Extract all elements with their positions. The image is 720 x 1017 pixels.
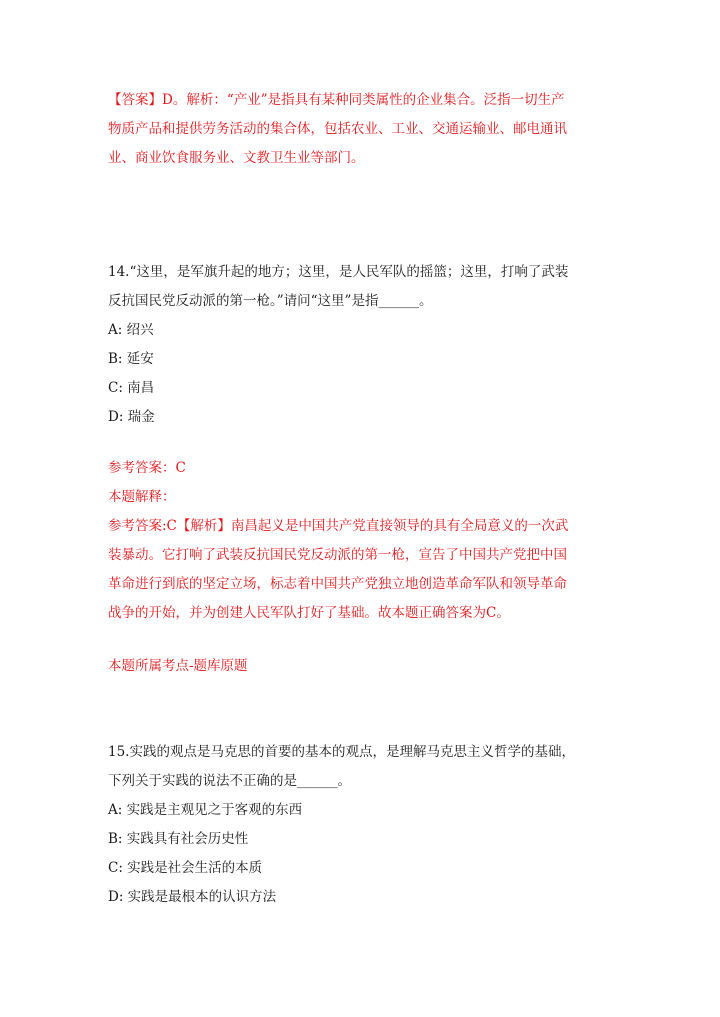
question-15 (108, 738, 618, 912)
explanation-line: 参考答案:C【解析】南昌起义是中国共产党直接领导的具有全局意义的一次武 (108, 518, 569, 534)
option-b: B: 实践具有社会历史性 (108, 831, 249, 847)
reference-answer: 参考答案：C (108, 460, 186, 476)
explanation-line: 业、商业饮食服务业、文教卫生业等部门。 (108, 150, 365, 166)
option-c: C: 南昌 (108, 380, 155, 396)
question-stem-line: 反抗国民党反动派的第一枪。”请问“这里”是指______。 (108, 293, 433, 309)
option-b: B: 延安 (108, 351, 154, 367)
explanation-line: 物质产品和提供劳务活动的集合体，包括农业、工业、交通运输业、邮电通讯 (108, 121, 567, 137)
question-14-point (108, 652, 618, 681)
explanation-line: 战争的开始，并为创建人民军队打好了基础。故本题正确答案为C。 (108, 605, 510, 621)
option-d: D: 实践是最根本的认识方法 (108, 889, 277, 905)
option-a: A: 实践是主观见之于客观的东西 (108, 802, 303, 818)
exam-point: 本题所属考点-题库原题 (108, 658, 248, 674)
question-stem-line: 14.“这里，是军旗升起的地方；这里，是人民军队的摇篮；这里，打响了武装 (108, 264, 569, 280)
previous-answer-explanation (108, 86, 618, 173)
explanation-line: 装暴动。它打响了武装反抗国民党反动派的第一枪，宣告了中国共产党把中国 (108, 547, 567, 563)
explanation-label: 本题解释： (108, 489, 176, 505)
explanation-line: 革命进行到底的坚定立场，标志着中国共产党独立地创造革命军队和领导革命 (108, 576, 567, 592)
option-d: D: 瑞金 (108, 409, 155, 425)
question-stem-line: 15.实践的观点是马克思的首要的基本的观点，是理解马克思主义哲学的基础， (108, 744, 575, 760)
option-c: C: 实践是社会生活的本质 (108, 860, 263, 876)
question-14-answer (108, 454, 618, 628)
explanation-line: 【答案】D。解析：“产业”是指具有某种同类属性的企业集合。泛指一切生产 (108, 92, 565, 108)
question-stem-line: 下列关于实践的说法不正确的是______。 (108, 773, 351, 789)
question-14 (108, 258, 618, 432)
option-a: A: 绍兴 (108, 322, 154, 338)
